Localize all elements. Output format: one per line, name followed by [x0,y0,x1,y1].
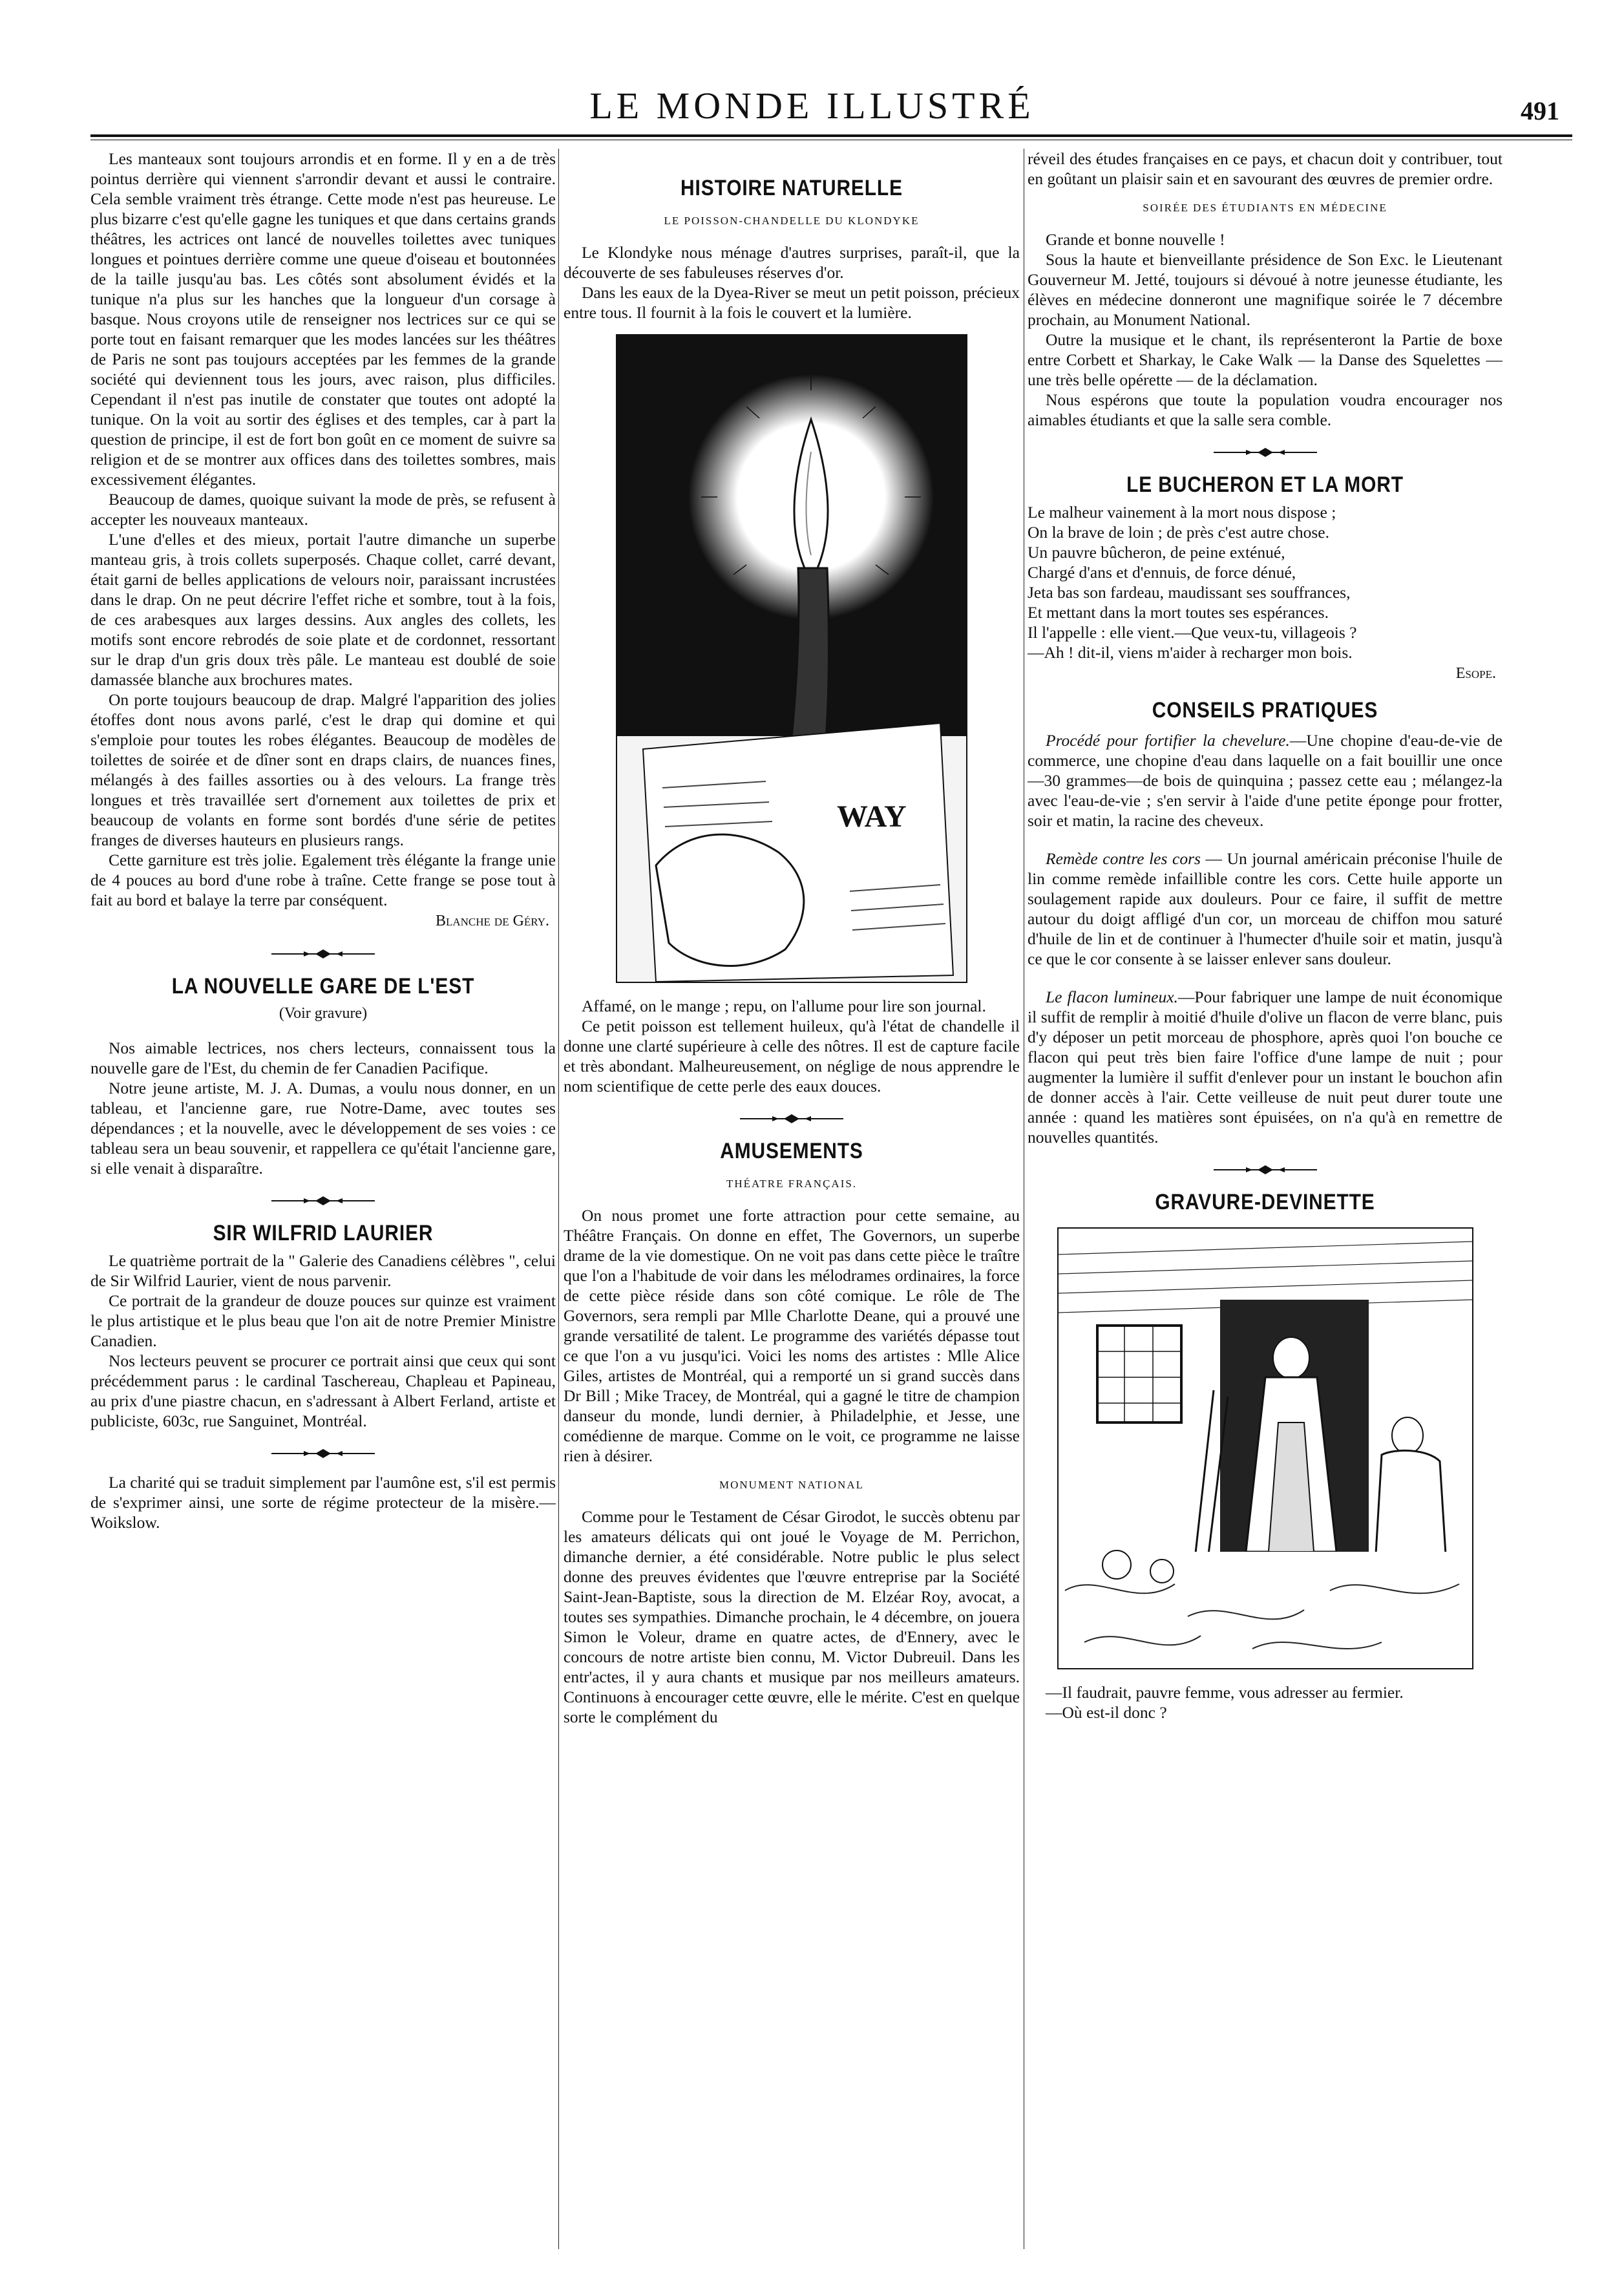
column-divider [558,149,559,2249]
charite-paragraph: La charité qui se traduit simplement par l'aumône est, s'il est permis de s'exprimer ainsi, une sorte de régime protecteur de la misère.—Woikslow. [90,1473,556,1532]
conseil-text: —Pour fabriquer une lampe de nuit économique il suffit de remplir à moitié d'huile d'olive un flacon de verre blanc, puis d'y déposer un petit morceau de phosphore, après quoi l'on bouche ce flacon qui peut très bien faire l'office d'une lampe de nuit ; pour augmenter la lumière il suffit d'enlever pour un instant le bouchon afin de donner accès à l'air. Cette veilleuse de nuit peut durer toute une année : quand les matières sont épuisées, on n'a qu'à en remettre de nouvelles quantités. [1028,988,1503,1147]
laurier-title: SIR WILFRID LAURIER [213,1221,434,1245]
ornament-divider-icon [1201,448,1330,457]
histoire-paragraph: Affamé, on le mange ; repu, on l'allume pour lire son journal. [582,997,986,1015]
poem-line: Il l'appelle : elle vient.—Que veux-tu, villageois ? [1028,623,1357,642]
fashion-signature: Blanche de Géry. [435,913,549,929]
newspaper-word: WAY [837,799,907,834]
ornament-divider-icon [727,1114,856,1123]
histoire-title: HISTOIRE NATURELLE [680,176,903,200]
conseil-paragraph [1028,730,1503,830]
gare-paragraph: Notre jeune artiste, M. J. A. Dumas, a voulu nous donner, en un tableau, et l'ancienne gare, rue Notre-Dame, avec toutes ses dépendances ; et la nouvelle, avec le développement de ses voies : ce tableau sera un beau souvenir, et rappellera ce qu'était l'ancienne gare, si elle venait à disparaître. [90,1079,556,1178]
amusements-title: AMUSEMENTS [720,1139,863,1163]
ornament-divider-icon [258,949,388,958]
poem-line: Un pauvre bûcheron, de peine exténué, [1028,543,1285,562]
poem-line: Le malheur vainement à la mort nous dispose ; [1028,503,1336,522]
gare-title: LA NOUVELLE GARE DE L'EST [171,974,475,999]
gravure-caption: —Où est-il donc ? [1046,1703,1167,1722]
conseil-label: Procédé pour fortifier la chevelure. [1046,731,1290,750]
poem-line: Chargé d'ans et d'ennuis, de force dénué, [1028,563,1296,582]
poem [1028,502,1503,662]
fashion-paragraph: Les manteaux sont toujours arrondis et en forme. Il y en a de très pointus derrière qui viennent s'arrondir devant et aussi le contraire. Cela semble vraiment très étrange. Cette mode n'est pas heureuse. Le plus bizarre c'est qu'elle gagne les tuniques et que dans certains grands théâtres, les actrices ont lancé de nouvelles toilettes avec tuniques longues et pointues derrière comme une queue d'oiseau et boutonnées de la taille jusqu'au bas. Les côtés sont absolument évidés et la tunique n'a plus sur les hanches que la longueur d'un corsage à basque. Nous croyons utile de renseigner nos lectrices sur ce qui se porte tout en faisant remarquer que les modes lancées sur les théâtres de Paris ne sont pas toujours acceptées par les femmes de la grande société qui deviennent tous les jours, avec raison, plus difficiles. Cependant il n'est pas inutile de constater que toutes ont adopté la tunique. On la voit au sortir des églises et des temples, car à part la question de principe, il est de fort bon goût en ce moment de suivre sa religion et de se montrer aux offices dans des toilettes sombres, mais excessivement élégantes. [90,149,556,489]
poem-line: Et mettant dans la mort toutes ses espérances. [1028,603,1329,622]
column-left [90,149,556,2249]
continuation-paragraph: réveil des études françaises en ce pays, et chacun doit y contribuer, tout en goûtant un plaisir sain et en savourant des œuvres de premier ordre. [1028,149,1503,188]
histoire-subtitle: LE POISSON-CHANDELLE DU KLONDYKE [664,215,920,227]
conseil-text: —Une chopine d'eau-de-vie de commerce, une chopine d'eau dans laquelle on a fait bouillir une once—30 grammes—de bois de quinquina ; passez cette eau ; mélangez-la avec l'eau-de-vie ; s'en servir à l'aide d'une petite éponge pour frotter, soir et matin, la racine des cheveux. [1028,731,1503,830]
poem-line: —Ah ! dit-il, viens m'aider à recharger mon bois. [1028,643,1353,662]
conseil-text: — Un journal américain préconise l'huile de lin comme remède infaillible contre les cors. Cette huile apporte un soulagement rapide aux douleurs. Pour ce faire, il suffit de mettre autour du doigt affligé d'un cor, un morceau de chiffon mou saturé d'huile de lin et de continuer à l'humecter d'huile soir et matin, jusqu'à ce que le cor consente à se laisser enlever sans douleur. [1028,849,1503,968]
page-number: 491 [1521,96,1559,125]
column-right [1028,149,1503,2249]
laurier-paragraph: Le quatrième portrait de la " Galerie des Canadiens célèbres ", celui de Sir Wilfrid Laurier, vient de nous parvenir. [90,1251,556,1290]
monument-paragraph: Comme pour le Testament de César Girodot, le succès obtenu par les amateurs délicats qui ont joué le Voyage de M. Perrichon, dimanche dernier, a été considérable. Notre public le plus select donne des preuves évidentes que l'œuvre entreprise par la Société Saint-Jean-Baptiste, sous la direction de M. Elzéar Roy, avocat, a toutes ses sympathies. Dimanche prochain, le 4 décembre, on jouera Simon le Voleur, drame en quatre actes, de d'Ennery, avec le concours de notre artiste bien connu, M. Victor Dubreuil. Dans les entr'actes, il y aura chants et musique par nos meilleurs amateurs. Continuons à encourager cette œuvre, elle le mérite. C'est en quelque sorte le complément du [564,1507,1020,1726]
masthead [0,84,1624,142]
soiree-paragraph: Sous la haute et bienveillante présidence de Son Exc. le Lieutenant Gouverneur M. Jetté, toujours si dévoué à notre jeunesse étudiante, les élèves en médecine donneront une magnifique soirée le 7 décembre prochain, au Monument National. [1028,250,1503,329]
amusements-paragraph: On nous promet une forte attraction pour cette semaine, au Théâtre Français. On donne en effet, The Governors, un superbe drame de la vie domestique. On ne voit pas dans cette pièce le traître que l'on a l'habitude de voir dans les mélodrames ordinaires, la force de cette pièce réside dans son côté comique. Le rôle de The Governors, sera rempli par Mlle Charlotte Deane, qui a prouvé une grande versatilité de talent. Le programme des variétés dépasse tout ce que l'on a vu jusqu'ici. Voici les noms des artistes : Mlle Alice Giles, artistes de Montréal, qui a remporté un si grand succès dans Dr Bill ; Mike Tracey, de Montréal, qui a gagné le titre de champion danseur du monde, lundi dernier, à Philadelphie, et Jesse, une comédienne de marque. Comme on le voit, ce programme ne laisse rien à désirer. [564,1206,1020,1465]
histoire-paragraph: Ce petit poisson est tellement huileux, qu'à l'état de chandelle il donne une clarté supérieure à celle des nôtres. Il est de capture facile et très abondant. Malheureusement, on néglige de nous apprendre le nom scientifique de cette perle des eaux douces. [564,1017,1020,1095]
fashion-paragraph: Beaucoup de dames, quoique suivant la mode de près, se refusent à accepter les nouveaux manteaux. [90,490,556,529]
masthead-rule [90,134,1572,137]
ornament-divider-icon [258,1196,388,1205]
gare-note: (Voir gravure) [279,1005,368,1022]
amusements-subtitle: THÉATRE FRANÇAIS. [726,1178,858,1190]
column-middle [564,149,1020,2249]
soiree-paragraph: Grande et bonne nouvelle ! [1046,230,1225,249]
candle-fish-illustration [616,334,967,983]
histoire-paragraph: Dans les eaux de la Dyea-River se meut un petit poisson, précieux entre tous. Il fournit à la fois le couvert et la lumière. [564,283,1020,322]
poem-line: Jeta bas son fardeau, maudissant ses souffrances, [1028,583,1351,602]
soiree-paragraph: Outre la musique et le chant, ils représenteront la Partie de boxe entre Corbett et Sharkay, le Cake Walk — la Danse des Squelettes — une très belle opérette — de la déclamation. [1028,330,1503,389]
conseil-label: Remède contre les cors [1046,849,1201,868]
conseil-label: Le flacon lumineux. [1046,988,1178,1006]
monument-subtitle: MONUMENT NATIONAL [719,1479,864,1491]
fashion-paragraph: Cette garniture est très jolie. Egalement très élégante la frange unie de 4 pouces au bord d'une robe à traîne. Cette frange se pose tout à fait au bord et balaye la terre par conséquent. [90,851,556,909]
histoire-paragraph: Le Klondyke nous ménage d'autres surprises, paraît-il, que la découverte de ses fabuleuses réserves d'or. [564,243,1020,282]
fashion-paragraph: On porte toujours beaucoup de drap. Malgré l'apparition des jolies étoffes dont nous avons parlé, c'est le drap qui domine et qui s'emploie pour toutes les robes élégantes. Beaucoup de modèles de toilettes de soirée et de dîner sont en draps clairs, de nuances fines, mélangés à des failles assorties ou à des velours. La frange très longues et très travaillée sert d'ornement aux toilettes de prix et beaucoup de volants en forme sont bordés d'une série de petites franges de diverses hauteurs en plusieurs rangs. [90,690,556,849]
laurier-paragraph: Ce portrait de la grandeur de douze pouces sur quinze est vraiment le plus artistique et le plus beau que l'on ait de notre Premier Ministre Canadien. [90,1291,556,1350]
conseils-title: CONSEILS PRATIQUES [1152,698,1378,723]
conseil-paragraph [1028,987,1503,1147]
poem-signature: Esope. [1455,665,1496,682]
farm-scene-illustration [1057,1227,1473,1669]
gravure-title: GRAVURE-DEVINETTE [1155,1190,1375,1214]
gravure-caption: —Il faudrait, pauvre femme, vous adresser au fermier. [1046,1683,1404,1702]
soiree-paragraph: Nous espérons que toute la population voudra encourager nos aimables étudiants et que la salle sera comble. [1028,390,1503,429]
ornament-divider-icon [1201,1165,1330,1174]
fashion-paragraph: L'une d'elles et des mieux, portait l'autre dimanche un superbe manteau gris, à trois collets superposés. Chaque collet, carré devant, était garni de belles applications de velours noir, paraissant incrustées dans le drap. On ne peut décrire l'effet riche et sombre, tout à la fois, de ces arabesques aux larges dessins. Aux angles des collets, les motifs sont encore rebrodés de soie plate et de cordonnet, ressortant sur le drap d'un gris doux très pâle. Le manteau est doublé de soie damassée blanche aux brochures mates. [90,530,556,689]
ornament-divider-icon [258,1449,388,1458]
gare-paragraph: Nos aimable lectrices, nos chers lecteurs, connaissent tous la nouvelle gare de l'Est, du chemin de fer Canadien Pacifique. [90,1039,556,1077]
bucheron-title: LE BUCHERON ET LA MORT [1126,472,1404,497]
soiree-subtitle: SOIRÉE DES ÉTUDIANTS EN MÉDECINE [1143,202,1387,214]
masthead-title: LE MONDE ILLUSTRÉ [589,85,1035,127]
poem-line: On la brave de loin ; de près c'est autre chose. [1028,523,1329,542]
conseil-paragraph [1028,849,1503,969]
laurier-paragraph: Nos lecteurs peuvent se procurer ce portrait ainsi que ceux qui sont précédemment parus : le cardinal Taschereau, Chapleau et Papineau, au prix d'une piastre chacun, en s'adressant à Albert Ferland, artiste et publiciste, 603c, rue Sanguinet, Montréal. [90,1351,556,1430]
